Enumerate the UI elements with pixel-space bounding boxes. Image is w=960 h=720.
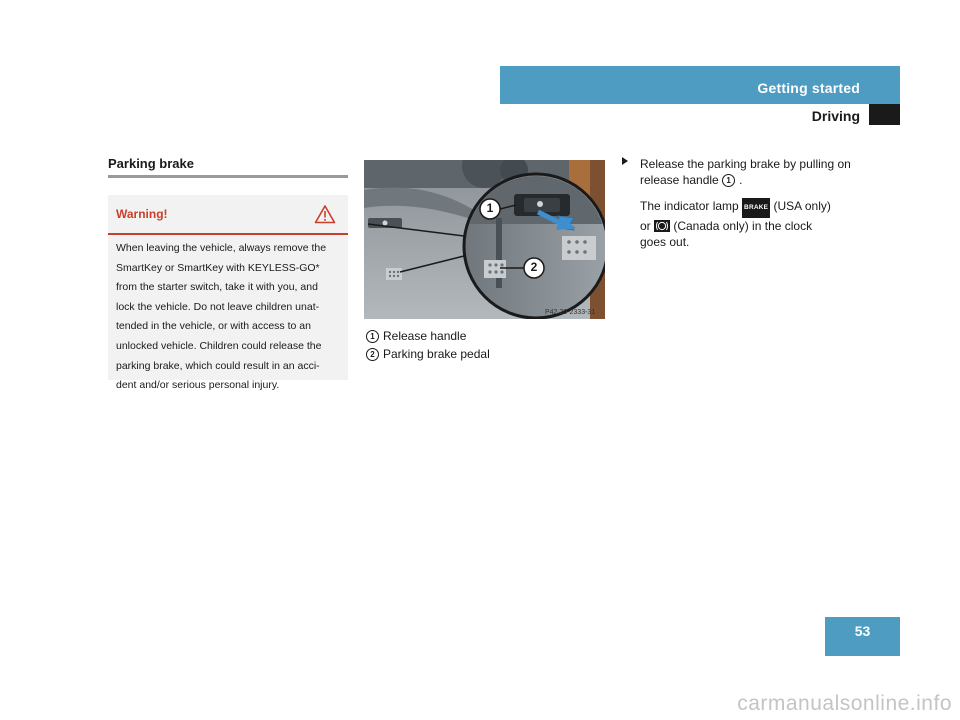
page-number-box <box>825 617 900 656</box>
callout-2-label: 2 <box>530 260 538 274</box>
warning-line: dent and/or serious personal injury. <box>116 379 280 392</box>
instruction-line: Release the parking brake by pulling on <box>640 157 851 171</box>
instruction-prefix: release handle <box>640 173 723 187</box>
indicator-line <box>640 218 870 234</box>
caption-number: 2 <box>366 348 379 361</box>
indicator-part: or <box>640 219 655 233</box>
caption-text: Parking brake pedal <box>383 347 490 361</box>
warning-line: SmartKey or SmartKey with KEYLESS-GO* <box>116 261 320 274</box>
subsection-title: Driving <box>811 108 860 124</box>
caption-release-handle <box>366 328 466 344</box>
section-title: Getting started <box>757 80 860 96</box>
indicator-part: (Canada only) in the clock <box>670 219 813 233</box>
indicator-text <box>640 198 870 250</box>
warning-line: from the starter switch, take it with you, and <box>116 281 318 294</box>
bullet-arrow-icon <box>622 157 628 165</box>
figure-code: P42.20-2333-31 <box>545 309 596 316</box>
indicator-line <box>640 198 870 218</box>
indicator-part: The indicator lamp <box>640 199 743 213</box>
warning-line: lock the vehicle. Do not leave children unat- <box>116 300 320 313</box>
header-band <box>500 66 900 104</box>
instruction-suffix: . <box>739 173 743 187</box>
warning-line: When leaving the vehicle, always remove the <box>116 242 327 254</box>
caption-text: Release handle <box>383 329 467 343</box>
indicator-line: goes out. <box>640 235 690 249</box>
photo-illustration <box>364 160 605 319</box>
instruction-text <box>640 156 870 188</box>
warning-box <box>108 195 348 392</box>
caption-parking-brake-pedal <box>366 346 490 362</box>
instruction-number: 1 <box>722 174 735 187</box>
warning-line: unlocked vehicle. Children could release the <box>116 339 322 352</box>
instruction-line <box>640 172 870 188</box>
indicator-part: (USA only) <box>770 199 831 213</box>
parking-brake-lamp-icon <box>654 220 670 232</box>
warning-triangle-icon <box>314 204 336 224</box>
callout-1-label: 1 <box>486 201 494 215</box>
brake-lamp-icon: BRAKE <box>742 198 770 218</box>
section-heading: Parking brake <box>108 156 194 171</box>
caption-number: 1 <box>366 330 379 343</box>
warning-label: Warning! <box>116 207 168 221</box>
warning-line: tended in the vehicle, or with access to an <box>116 320 311 333</box>
page-number: 53 <box>854 623 871 639</box>
parking-brake-photo <box>364 160 605 319</box>
warning-rule <box>108 233 348 235</box>
watermark: carmanualsonline.info <box>737 692 952 715</box>
warning-text <box>116 239 344 396</box>
warning-line: parking brake, which could result in an acci- <box>116 359 320 372</box>
subsection-marker <box>869 104 900 125</box>
section-rule <box>108 175 348 178</box>
